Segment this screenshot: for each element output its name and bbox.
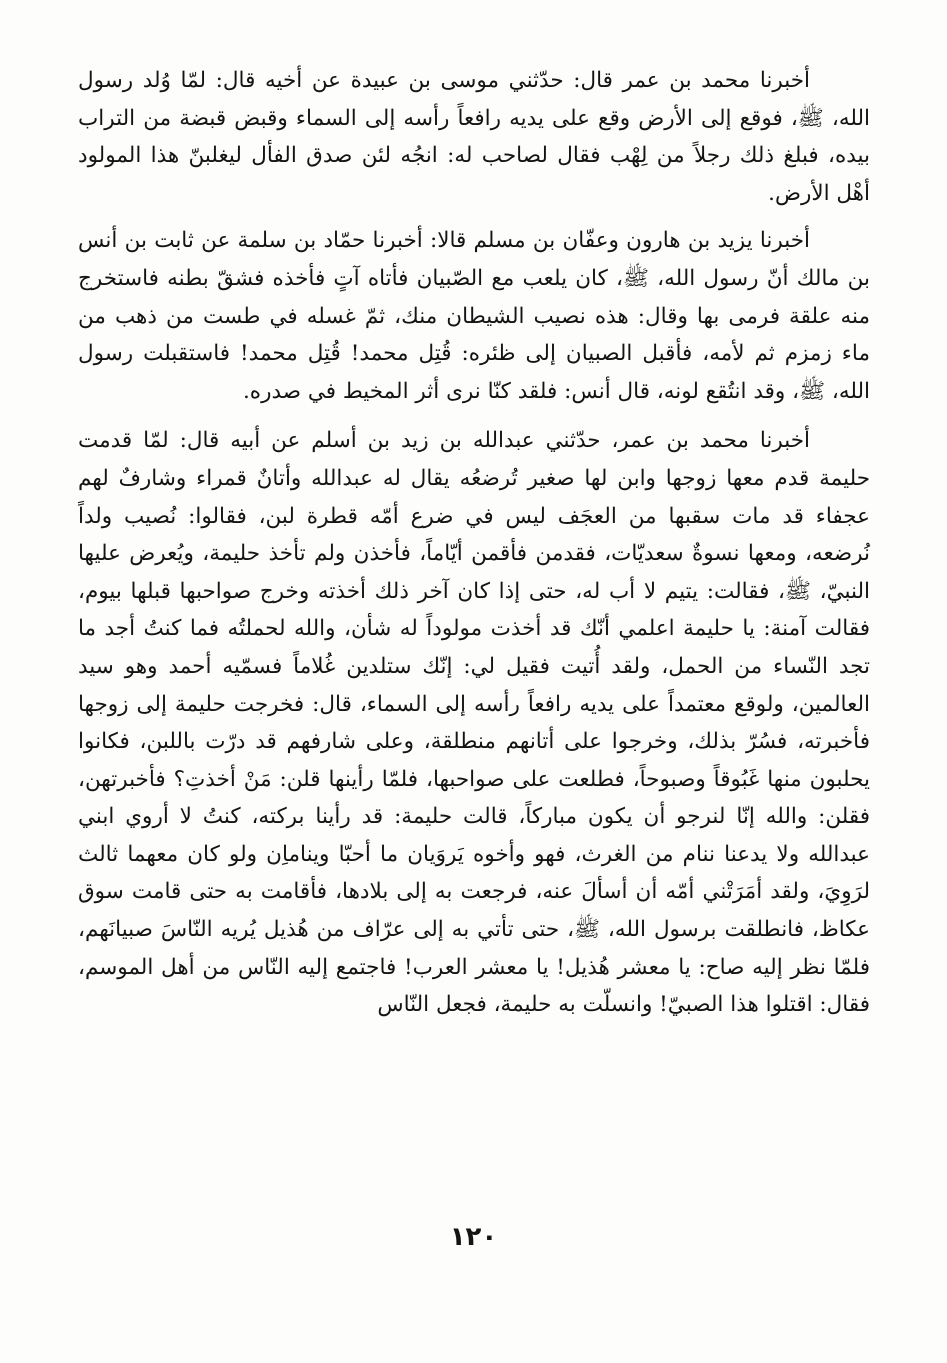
- page-body: [78, 62, 870, 1032]
- paragraph-2: أخبرنا يزيد بن هارون وعفّان بن مسلم قالا: أخبرنا حمّاد بن سلمة عن ثابت بن أنس بن مالك أنّ رسول الله، ﷺ، كان يلعب مع الصّبيان فأتاه آتٍ فأخذه فشقّ بطنه فاستخرج منه علقة فرمى بها وقال: هذه نصيب الشيطان منك، ثمّ غسله في طست من ذهب من ماء زمزم ثم لأمه، فأقبل الصبيان إلى ظئره: قُتِل محمد! قُتِل محمد! فاستقبلت رسول الله، ﷺ، وقد انتُقع لونه، قال أنس: فلقد كنّا نرى أثر المخيط في صدره.: [78, 228, 870, 404]
- paragraph-3: أخبرنا محمد بن عمر، حدّثني عبدالله بن زيد بن أسلم عن أبيه قال: لمّا قدمت حليمة قدم معها زوجها وابن لها صغير تُرضعُه يقال له عبدالله وأتانٌ قمراء وشارفٌ لهم عجفاء قد مات سقبها من العجَف ليس في ضرع أمّه قطرة لبن، فقالوا: نُصيب ولداً نُرضعه، ومعها نسوةٌ سعديّات، فقدمن فأقمن أيّاماً، فأخذن ولم تأخذ حليمة، ويُعرض عليها النبيّ، ﷺ، فقالت: يتيم لا أب له، حتى إذا كان آخر ذلك أخذته وخرج صواحبها قبلها بيوم، فقالت آمنة: يا حليمة اعلمي أنّك قد أخذت مولوداً له شأن، والله لحملتُه فما كنتُ أجد ما تجد النّساء من الحمل، ولقد أُتيت فقيل لي: إنّك ستلدين غُلاماً فسمّيه أحمد وهو سيد العالمين، ولوقع معتمداً على يديه رافعاً رأسه إلى السماء، قال: فخرجت حليمة إلى زوجها فأخبرته، فسُرّ بذلك، وخرجوا على أتانهم منطلقة، وعلى شارفهم قد درّت باللبن، فكانوا يحلبون منها غَبُوقاً وصبوحاً، فطلعت على صواحبها، فلمّا رأينها قلن: مَنْ أخذتِ؟ فأخبرتهن، فقلن: والله إنّا لنرجو أن يكون مباركاً، قالت حليمة: قد رأينا بركته، كنتُ لا أروي ابني عبدالله ولا يدعنا ننام من الغرث، فهو وأخوه يَروَيان ما أحبّا ويناماِن ولو كان معهما ثالث لرَوِيَ، ولقد أمَرَتْني أمّه أن أسألَ عنه، فرجعت به إلى بلادها، فأقامت به حتى قامت سوق عكاظ، فانطلقت برسول الله، ﷺ، حتى تأتي به إلى عرّاف من هُذيل يُريه النّاسَ صبيانَهم، فلمّا نظر إليه صاح: يا معشر هُذيل! يا معشر العرب! فاجتمع إليه النّاس من أهل الموسم، فقال: اقتلوا هذا الصبيّ! وانسلّت به حليمة، فجعل النّاس: [78, 428, 870, 1018]
- page-number: ١٢٠: [449, 1222, 498, 1252]
- paragraph-1: أخبرنا محمد بن عمر قال: حدّثني موسى بن عبيدة عن أخيه قال: لمّا وُلد رسول الله، ﷺ، فوقع إلى الأرض وقع على يديه رافعاً رأسه إلى السماء وقبض قبضة من التراب بيده، فبلغ ذلك رجلاً من لِهْب فقال لصاحب له: انجُه لئن صدق الفأل ليغلبنّ هذا المولود أهْل الأرض.: [78, 68, 870, 206]
